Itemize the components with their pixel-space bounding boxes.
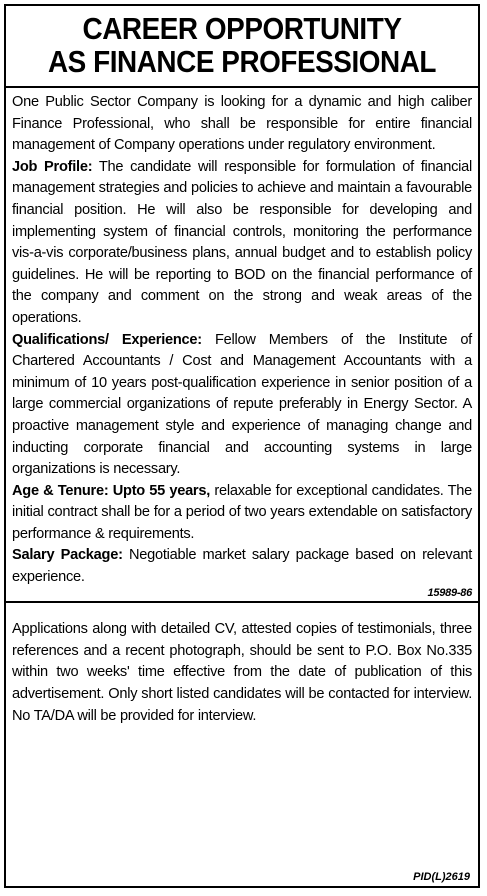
qualifications-label: Qualifications/ Experience: — [12, 331, 202, 348]
salary-text: Negotiable market salary package based on relevant experience. — [12, 547, 472, 586]
main-body — [6, 86, 478, 600]
job-profile-label: Job Profile: — [12, 158, 93, 175]
intro-paragraph: One Public Sector Company is looking for a dynamic and high caliber Finance Professional, who shall be responsible for entire financial management of Company operations under regulatory environment. — [12, 94, 472, 154]
age-tenure-label: Age & Tenure: Upto 55 years, — [12, 482, 211, 499]
job-profile-paragraph — [12, 157, 472, 330]
pid-number: PID(L)2619 — [413, 871, 470, 883]
job-advertisement — [4, 4, 480, 888]
job-profile-text: The candidate will responsible for formulation of financial management strategies and policies to achieve and maintain a favourable financial position. He will also be responsible for developing and implementing system of financial controls, monitoring the performance vis-a-vis corporate/business plans, annual budget and to establish policy guidelines. He will be reporting to BOD on the financial performance of the company and comment on the strong and weak areas of the operations. — [12, 158, 473, 326]
age-tenure-text: relaxable for exceptional candidates. The initial contract shall be for a period of two years extendable on satisfactory performance & requirements. — [12, 482, 472, 542]
salary-paragraph — [12, 545, 472, 588]
headline-line-2: AS FINANCE PROFESSIONAL — [47, 44, 437, 79]
headline — [30, 6, 455, 86]
qualifications-paragraph — [12, 330, 472, 481]
salary-label: Salary Package: — [12, 547, 123, 564]
reference-number: 15989-86 — [427, 586, 472, 599]
applications-paragraph: Applications along with detailed CV, attested copies of testimonials, three references and a recent photograph, should be sent to P.O. Box No.335 within two weeks' time effective from the date of publication of this advertisement. Only short listed candidates will be contacted for interview. No TA/DA will be provided for interview. — [12, 621, 472, 724]
applications-section — [6, 601, 478, 728]
headline-line-1: CAREER OPPORTUNITY — [82, 11, 402, 46]
age-tenure-paragraph — [12, 481, 472, 546]
qualifications-text: Fellow Members of the Institute of Chartered Accountants / Cost and Management Accountants with a minimum of 10 years post-qualification experience in senior position of a large commercial organizations of repute preferably in Energy Sector. A proactive management style and experience of managing change and inducting corporate financial and accounting systems in large organizations is necessary. — [12, 331, 472, 478]
